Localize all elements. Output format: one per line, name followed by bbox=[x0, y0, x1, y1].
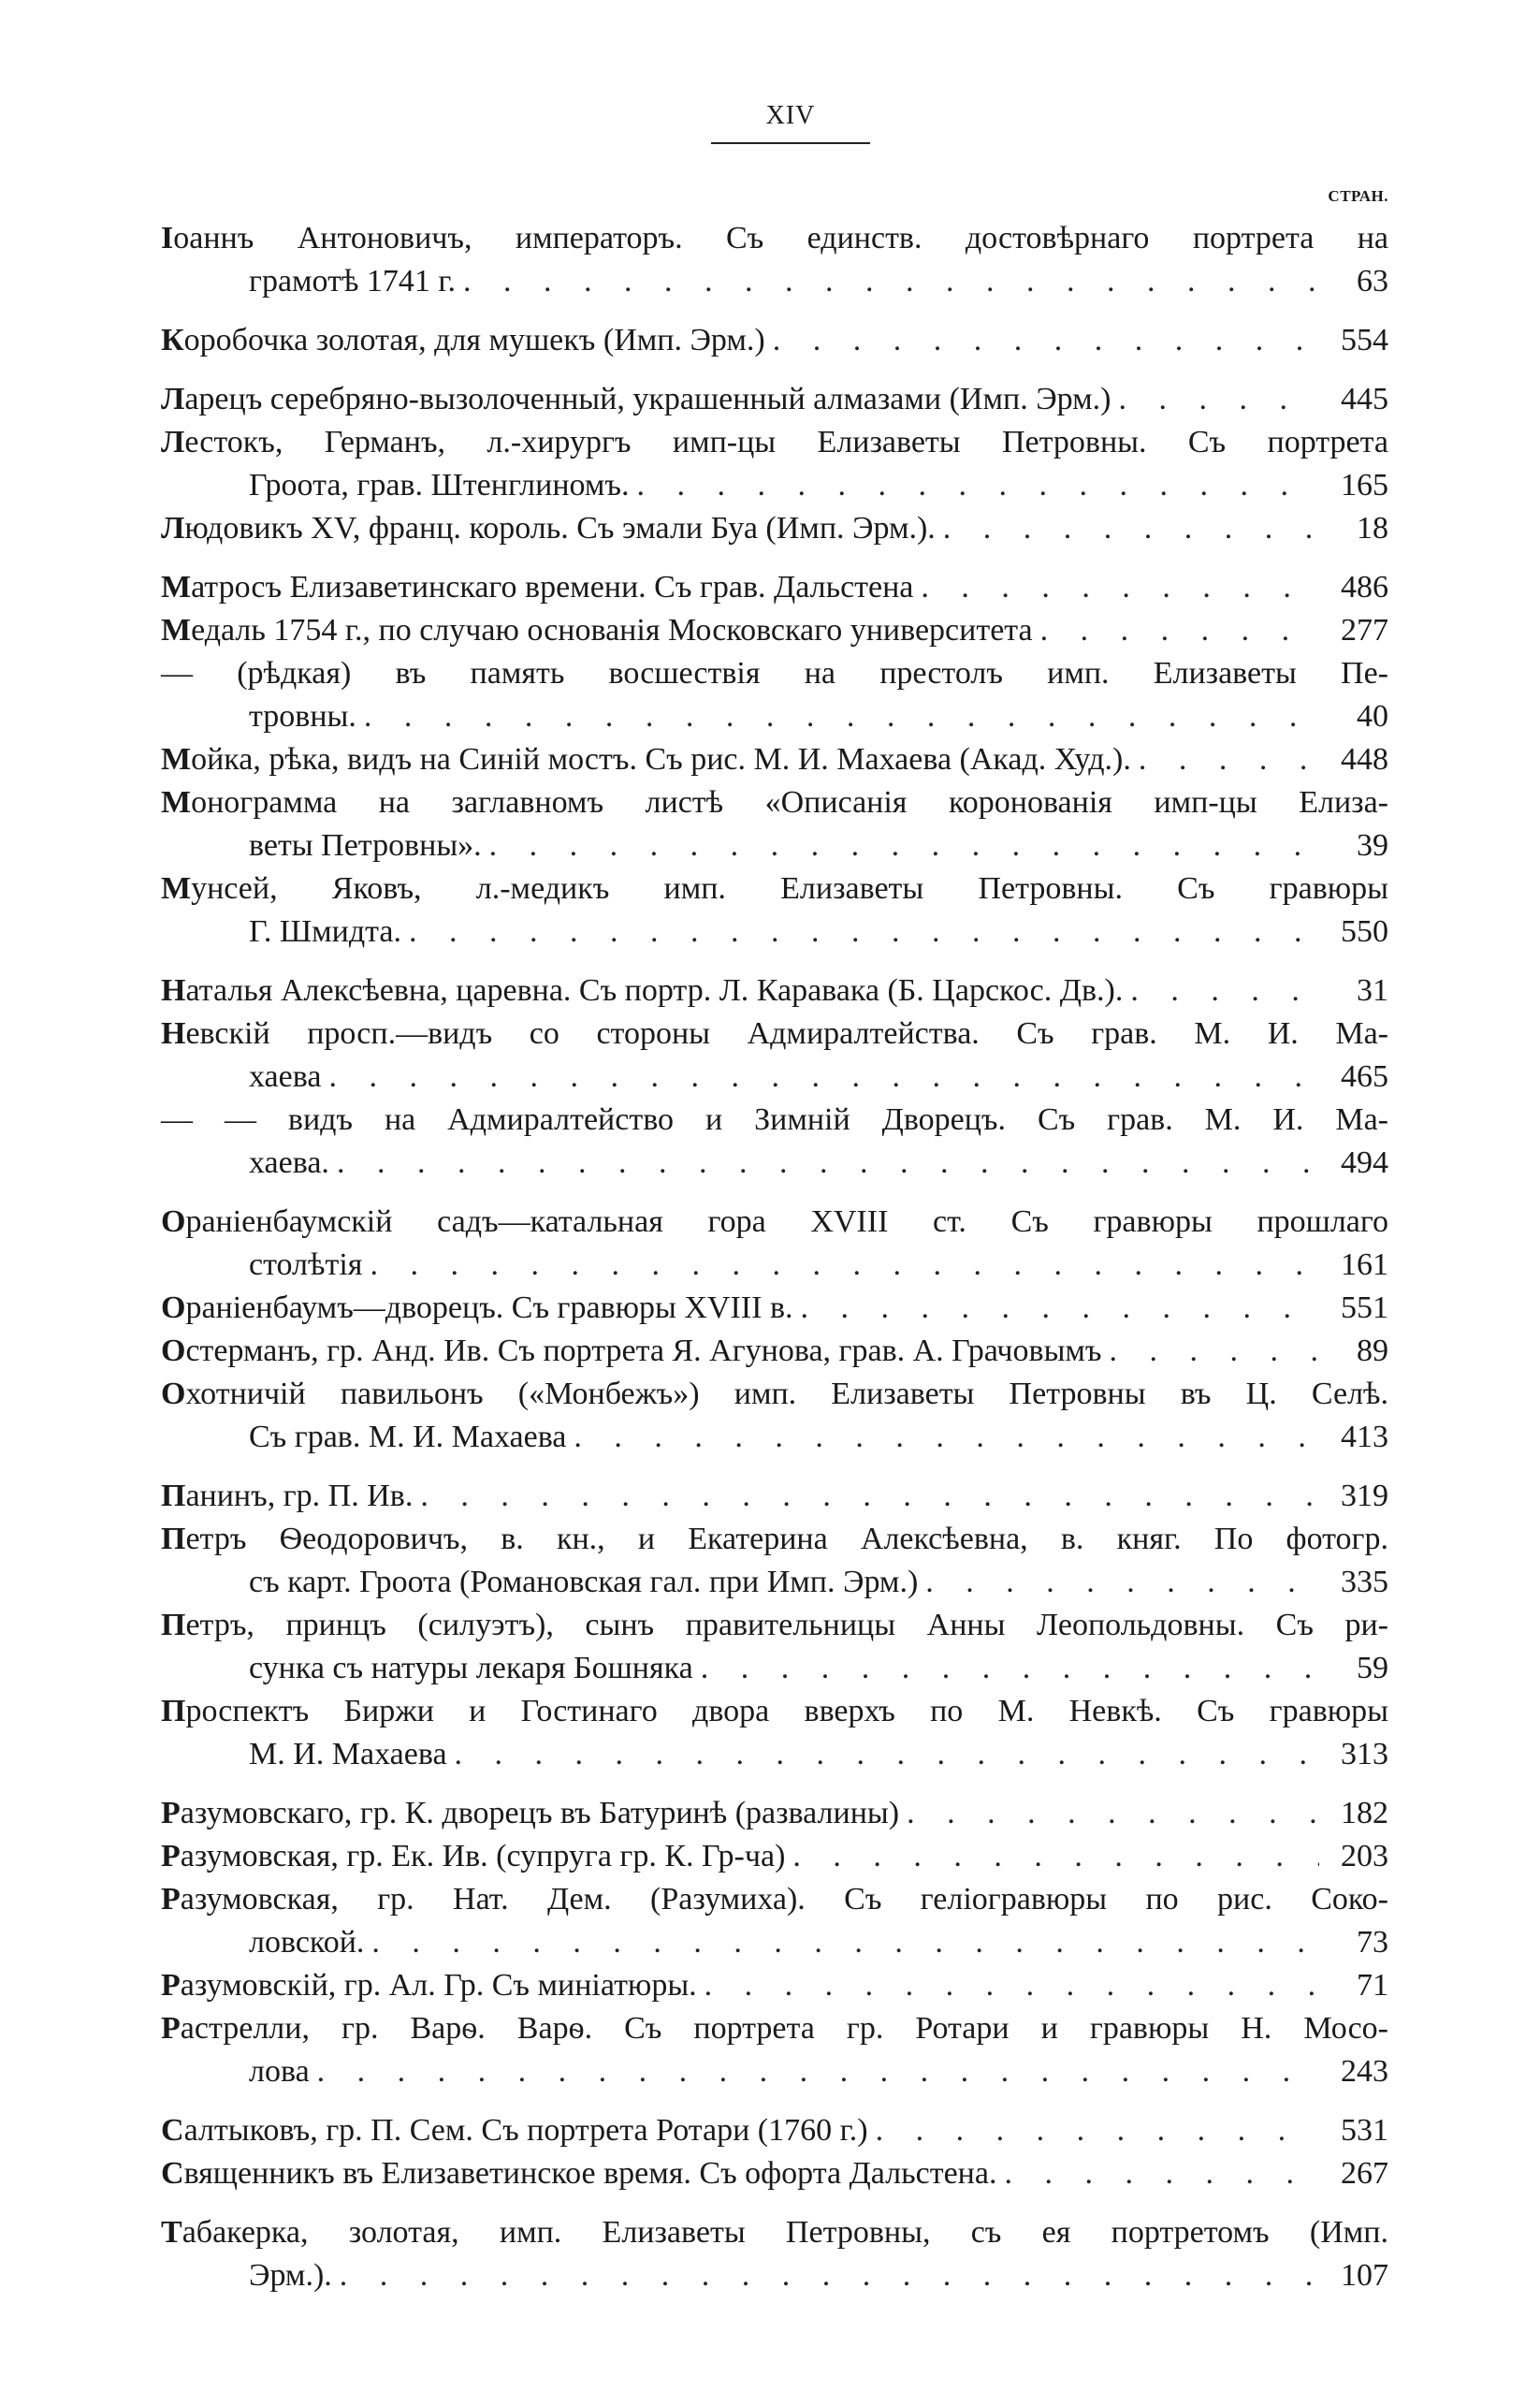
dot-leader bbox=[801, 1287, 1320, 1330]
index-entry bbox=[161, 2109, 1388, 2152]
index-entry bbox=[161, 1287, 1388, 1330]
entry-last-line bbox=[161, 2109, 1388, 2152]
page-number: XIV bbox=[765, 101, 816, 130]
entry-text: Ларецъ серебряно-вызолоченный, украшенный алмазами (Имп. Эрм.) bbox=[161, 382, 1111, 416]
page-reference: 550 bbox=[1341, 914, 1388, 949]
dot-leader bbox=[328, 1056, 1319, 1099]
entry-last-line bbox=[161, 969, 1388, 1013]
dot-leader bbox=[1139, 738, 1319, 781]
entry-text: Растрелли, гр. Варѳ. Варѳ. Съ портрета гр. Ротари и гравюры Н. Мосо- bbox=[161, 2011, 1388, 2046]
page-reference: 203 bbox=[1341, 1839, 1388, 1873]
page-reference: 551 bbox=[1341, 1290, 1388, 1325]
dot-leader bbox=[489, 824, 1319, 867]
dot-leader bbox=[705, 1964, 1319, 2007]
page-reference: 40 bbox=[1357, 699, 1388, 734]
entry-last-line bbox=[161, 824, 1388, 867]
entry-last-line bbox=[161, 1561, 1388, 1604]
entry-text: Проспектъ Биржи и Гостинаго двора вверхъ по М. Невкѣ. Съ гравюры bbox=[161, 1694, 1388, 1728]
page-reference: 319 bbox=[1341, 1479, 1388, 1513]
dot-leader bbox=[773, 319, 1319, 362]
entry-text: — (рѣдкая) въ память восшествія на престолъ имп. Елизаветы Пе- bbox=[161, 656, 1388, 691]
entry-text: грамотѣ 1741 г. bbox=[249, 264, 457, 299]
entry-text: Медаль 1754 г., по случаю основанія Московскаго университета bbox=[161, 613, 1033, 648]
index-entry bbox=[161, 1518, 1388, 1604]
page-reference: 335 bbox=[1341, 1565, 1388, 1599]
entry-line bbox=[161, 1518, 1388, 1561]
index-entry bbox=[161, 217, 1388, 303]
entry-text: столѣтія bbox=[249, 1247, 363, 1282]
index-entry bbox=[161, 566, 1388, 609]
entry-text: Разумовская, гр. Нат. Дем. (Разумиха). Съ геліогравюры по рис. Соко- bbox=[161, 1882, 1388, 1917]
dot-leader bbox=[463, 260, 1319, 303]
dot-leader bbox=[792, 1835, 1319, 1878]
header-rule bbox=[711, 142, 870, 144]
entry-last-line bbox=[161, 1835, 1388, 1878]
entry-last-line bbox=[161, 1287, 1388, 1330]
dot-leader bbox=[1040, 609, 1319, 652]
entry-last-line bbox=[161, 1330, 1388, 1373]
entry-text: Г. Шмидта. bbox=[249, 914, 401, 949]
dot-leader bbox=[907, 1792, 1319, 1835]
page-reference: 445 bbox=[1341, 382, 1388, 416]
index-entry bbox=[161, 1099, 1388, 1185]
entry-text: сунка съ натуры лекаря Бошняка bbox=[249, 1651, 693, 1685]
entry-last-line bbox=[161, 507, 1388, 550]
entry-line bbox=[161, 1201, 1388, 1244]
entry-text: — — видъ на Адмиралтейство и Зимній Дворецъ. Съ грав. М. И. Ма- bbox=[161, 1102, 1388, 1137]
dot-leader bbox=[925, 1561, 1319, 1604]
index-entry bbox=[161, 609, 1388, 652]
index-entry bbox=[161, 507, 1388, 550]
entry-last-line bbox=[161, 2050, 1388, 2093]
dot-leader bbox=[1130, 969, 1319, 1013]
entry-text: Гроота, грав. Штенглиномъ. bbox=[249, 468, 630, 503]
dot-leader bbox=[574, 1416, 1319, 1459]
entry-text: Эрм.). bbox=[249, 2258, 332, 2293]
entry-text: Ораніенбаумскій садъ—катальная гора XVIII ст. Съ гравюры прошлаго bbox=[161, 1204, 1388, 1239]
page-reference: 182 bbox=[1341, 1796, 1388, 1830]
entry-last-line bbox=[161, 609, 1388, 652]
entry-text: лова bbox=[249, 2054, 310, 2089]
index-entry bbox=[161, 1878, 1388, 1964]
page-reference: 59 bbox=[1357, 1651, 1388, 1685]
entry-line bbox=[161, 1373, 1388, 1416]
entry-line bbox=[161, 1878, 1388, 1921]
entry-text: Охотничій павильонъ («Монбежъ») имп. Елизаветы Петровны въ Ц. Селѣ. bbox=[161, 1377, 1388, 1411]
entry-text: Монограмма на заглавномъ листѣ «Описанія коронованія имп-цы Елиза- bbox=[161, 785, 1388, 820]
entry-last-line bbox=[161, 738, 1388, 781]
index-entry bbox=[161, 1835, 1388, 1878]
dot-leader bbox=[364, 695, 1319, 738]
entry-text: Коробочка золотая, для мушекъ (Имп. Эрм.) bbox=[161, 323, 765, 357]
entry-last-line bbox=[161, 695, 1388, 738]
entry-last-line bbox=[161, 319, 1388, 362]
page-reference: 267 bbox=[1341, 2156, 1388, 2191]
entry-last-line bbox=[161, 1964, 1388, 2007]
entry-line bbox=[161, 1099, 1388, 1142]
entry-text: Невскій просп.—видъ со стороны Адмиралтейства. Съ грав. М. И. Ма- bbox=[161, 1016, 1388, 1051]
entry-last-line bbox=[161, 1921, 1388, 1964]
entry-text: ловской. bbox=[249, 1925, 365, 1960]
entry-text: Ораніенбаумъ—дворецъ. Съ гравюры XVIII в. bbox=[161, 1290, 793, 1325]
dot-leader bbox=[876, 2109, 1319, 2152]
entry-text: хаева bbox=[249, 1059, 322, 1094]
entry-text: Наталья Алексѣевна, царевна. Съ портр. Л. Каравака (Б. Царскос. Дв.). bbox=[161, 973, 1124, 1008]
index-entry-list bbox=[161, 217, 1388, 2297]
dot-leader bbox=[1118, 378, 1319, 421]
page-reference: 531 bbox=[1341, 2113, 1388, 2148]
dot-leader bbox=[420, 1475, 1319, 1518]
dot-leader bbox=[1004, 2152, 1319, 2195]
entry-last-line bbox=[161, 1416, 1388, 1459]
index-entry bbox=[161, 867, 1388, 954]
dot-leader bbox=[921, 566, 1319, 609]
dot-leader bbox=[370, 1244, 1319, 1287]
dot-leader bbox=[409, 911, 1319, 954]
dot-leader bbox=[637, 464, 1320, 507]
entry-text: Остерманъ, гр. Анд. Ив. Съ портрета Я. Агунова, грав. А. Грачовымъ bbox=[161, 1334, 1102, 1368]
entry-line bbox=[161, 2007, 1388, 2050]
page-reference: 486 bbox=[1341, 570, 1388, 605]
entry-text: Мойка, рѣка, видъ на Синій мостъ. Съ рис. М. И. Махаева (Акад. Худ.). bbox=[161, 742, 1131, 777]
entry-text: Табакерка, золотая, имп. Елизаветы Петровны, съ ея портретомъ (Имп. bbox=[161, 2215, 1388, 2250]
page-reference: 63 bbox=[1357, 264, 1388, 299]
entry-text: Салтыковъ, гр. П. Сем. Съ портрета Ротари (1760 г.) bbox=[161, 2113, 868, 2148]
entry-last-line bbox=[161, 911, 1388, 954]
entry-text: М. И. Махаева bbox=[249, 1737, 447, 1771]
index-entry bbox=[161, 1373, 1388, 1459]
index-entry bbox=[161, 969, 1388, 1013]
page-reference: 73 bbox=[1357, 1925, 1388, 1960]
index-entry bbox=[161, 738, 1388, 781]
index-entry bbox=[161, 319, 1388, 362]
entry-line bbox=[161, 652, 1388, 695]
dot-leader bbox=[337, 1142, 1319, 1185]
index-entry bbox=[161, 1604, 1388, 1690]
entry-text: Разумовскаго, гр. К. дворецъ въ Батуринѣ (развалины) bbox=[161, 1796, 900, 1830]
page-reference: 165 bbox=[1341, 468, 1388, 503]
entry-text: Разумовскій, гр. Ал. Гр. Съ миніатюры. bbox=[161, 1968, 697, 2003]
entry-line bbox=[161, 421, 1388, 464]
page-reference: 448 bbox=[1341, 742, 1388, 777]
entry-line bbox=[161, 1604, 1388, 1647]
entry-last-line bbox=[161, 1056, 1388, 1099]
page-column-label: СТРАН. bbox=[1328, 187, 1388, 205]
entry-text: Панинъ, гр. П. Ив. bbox=[161, 1479, 414, 1513]
page-reference: 313 bbox=[1341, 1737, 1388, 1771]
entry-last-line bbox=[161, 1244, 1388, 1287]
page-reference: 413 bbox=[1341, 1420, 1388, 1454]
entry-last-line bbox=[161, 2254, 1388, 2297]
dot-leader bbox=[455, 1733, 1319, 1776]
entry-line bbox=[161, 867, 1388, 911]
index-entry bbox=[161, 2152, 1388, 2195]
page-reference: 89 bbox=[1357, 1334, 1388, 1368]
entry-line bbox=[161, 781, 1388, 824]
entry-last-line bbox=[161, 1733, 1388, 1776]
index-entry bbox=[161, 1013, 1388, 1099]
dot-leader bbox=[701, 1647, 1319, 1690]
page-reference: 161 bbox=[1341, 1247, 1388, 1282]
page-reference: 243 bbox=[1341, 2054, 1388, 2089]
entry-last-line bbox=[161, 2152, 1388, 2195]
entry-last-line bbox=[161, 1142, 1388, 1185]
entry-text: Мунсей, Яковъ, л.-медикъ имп. Елизаветы Петровны. Съ гравюры bbox=[161, 871, 1388, 906]
entry-text: Іоаннъ Антоновичъ, императоръ. Съ единств. достовѣрнаго портрета на bbox=[161, 221, 1388, 255]
index-entry bbox=[161, 2007, 1388, 2093]
entry-last-line bbox=[161, 378, 1388, 421]
entry-line bbox=[161, 1690, 1388, 1733]
entry-text: Людовикъ XV, франц. король. Съ эмали Буа (Имп. Эрм.). bbox=[161, 511, 936, 546]
index-entry bbox=[161, 781, 1388, 867]
dot-leader bbox=[317, 2050, 1319, 2093]
index-entry bbox=[161, 378, 1388, 421]
entry-text: веты Петровны». bbox=[249, 828, 482, 863]
entry-last-line bbox=[161, 1475, 1388, 1518]
entry-text: Священникъ въ Елизаветинское время. Съ офорта Дальстена. bbox=[161, 2156, 997, 2191]
entry-text: Съ грав. М. И. Махаева bbox=[249, 1420, 567, 1454]
entry-last-line bbox=[161, 260, 1388, 303]
entry-last-line bbox=[161, 566, 1388, 609]
page-reference: 71 bbox=[1357, 1968, 1388, 2003]
page-reference: 31 bbox=[1357, 973, 1388, 1008]
page-reference: 39 bbox=[1357, 828, 1388, 863]
entry-text: съ карт. Гроота (Романовская гал. при Имп. Эрм.) bbox=[249, 1565, 919, 1599]
index-entry bbox=[161, 1330, 1388, 1373]
entry-text: Матросъ Елизаветинскаго времени. Съ грав. Дальстена bbox=[161, 570, 914, 605]
entry-text: хаева. bbox=[249, 1145, 329, 1180]
entry-line bbox=[161, 217, 1388, 260]
entry-text: Петръ, принцъ (силуэтъ), сынъ правительницы Анны Леопольдовны. Съ ри- bbox=[161, 1608, 1388, 1642]
entry-line bbox=[161, 1013, 1388, 1056]
index-entry bbox=[161, 1792, 1388, 1835]
index-entry bbox=[161, 1964, 1388, 2007]
dot-leader bbox=[1110, 1330, 1319, 1373]
page-reference: 554 bbox=[1341, 323, 1388, 357]
index-entry bbox=[161, 421, 1388, 507]
dot-leader bbox=[340, 2254, 1319, 2297]
index-entry bbox=[161, 1475, 1388, 1518]
entry-text: Разумовская, гр. Ек. Ив. (супруга гр. К. Гр-ча) bbox=[161, 1839, 786, 1873]
entry-last-line bbox=[161, 1792, 1388, 1835]
page-reference: 107 bbox=[1341, 2258, 1388, 2293]
page-reference: 465 bbox=[1341, 1059, 1388, 1094]
index-entry bbox=[161, 652, 1388, 738]
page-reference: 494 bbox=[1341, 1145, 1388, 1180]
entry-line bbox=[161, 2211, 1388, 2254]
entry-text: Лестокъ, Германъ, л.-хирургъ имп-цы Елизаветы Петровны. Съ портрета bbox=[161, 425, 1388, 459]
index-entry bbox=[161, 1201, 1388, 1287]
dot-leader bbox=[371, 1921, 1319, 1964]
index-entry bbox=[161, 1690, 1388, 1776]
entry-text: тровны. bbox=[249, 699, 356, 734]
entry-text: Петръ Ѳеодоровичъ, в. кн., и Екатерина Алексѣевна, в. княг. По фотогр. bbox=[161, 1522, 1388, 1556]
entry-last-line bbox=[161, 464, 1388, 507]
page-reference: 18 bbox=[1357, 511, 1388, 546]
page-reference: 277 bbox=[1341, 613, 1388, 648]
entry-last-line bbox=[161, 1647, 1388, 1690]
index-entry bbox=[161, 2211, 1388, 2297]
dot-leader bbox=[943, 507, 1319, 550]
